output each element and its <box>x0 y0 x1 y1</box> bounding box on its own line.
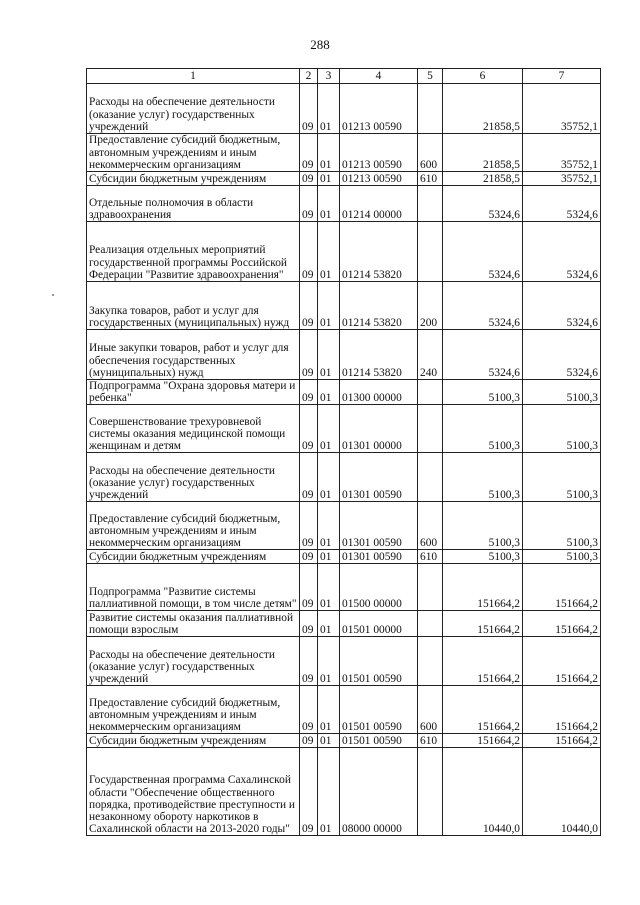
table-row <box>87 282 601 330</box>
amount-year-2: 151664,2 <box>523 686 601 734</box>
target-article: 01213 00590 <box>340 134 418 172</box>
row-name: Предоставление субсидий бюджетным, автономным учреждениям и иным некоммерческим организациям <box>87 686 300 734</box>
target-article: 01214 53820 <box>340 282 418 330</box>
amount-year-2: 151664,2 <box>523 564 601 611</box>
amount-year-1: 151664,2 <box>443 637 523 686</box>
target-article: 01213 00590 <box>340 84 418 134</box>
amount-year-1: 5100,3 <box>443 550 523 564</box>
column-header: 1 <box>87 69 300 84</box>
expense-type: 600 <box>418 686 443 734</box>
row-name: Подпрограмма "Охрана здоровья матери и ребенка" <box>87 380 300 405</box>
table-row <box>87 637 601 686</box>
subsection-code: 01 <box>318 84 340 134</box>
subsection-code: 01 <box>318 453 340 502</box>
amount-year-1: 5324,6 <box>443 330 523 380</box>
subsection-code: 01 <box>318 564 340 611</box>
table-row <box>87 380 601 405</box>
section-code: 09 <box>300 134 318 172</box>
target-article: 01301 00590 <box>340 502 418 550</box>
section-code: 09 <box>300 186 318 222</box>
amount-year-1: 21858,5 <box>443 134 523 172</box>
target-article: 01500 00000 <box>340 564 418 611</box>
table-row <box>87 748 601 836</box>
amount-year-2: 151664,2 <box>523 637 601 686</box>
row-name: Предоставление субсидий бюджетным, автономным учреждениям и иным некоммерческим организациям <box>87 502 300 550</box>
target-article: 01501 00590 <box>340 734 418 748</box>
target-article: 01501 00000 <box>340 611 418 637</box>
row-name: Совершенствование трехуровневой системы оказания медицинской помощи женщинам и детям <box>87 405 300 453</box>
table-row <box>87 172 601 186</box>
column-header: 3 <box>318 69 340 84</box>
target-article: 01301 00590 <box>340 453 418 502</box>
page-number: 288 <box>310 37 330 52</box>
amount-year-1: 21858,5 <box>443 84 523 134</box>
subsection-code: 01 <box>318 172 340 186</box>
subsection-code: 01 <box>318 186 340 222</box>
amount-year-2: 5324,6 <box>523 186 601 222</box>
amount-year-2: 5324,6 <box>523 222 601 282</box>
row-name: Субсидии бюджетным учреждениям <box>87 550 300 564</box>
row-name: Отдельные полномочия в области здравоохранения <box>87 186 300 222</box>
row-name: Расходы на обеспечение деятельности (оказание услуг) государственных учреждений <box>87 84 300 134</box>
table-row <box>87 405 601 453</box>
subsection-code: 01 <box>318 611 340 637</box>
subsection-code: 01 <box>318 550 340 564</box>
subsection-code: 01 <box>318 686 340 734</box>
expense-type: 240 <box>418 330 443 380</box>
row-name: Закупка товаров, работ и услуг для государственных (муниципальных) нужд <box>87 282 300 330</box>
target-article: 01214 00000 <box>340 186 418 222</box>
column-header: 6 <box>443 69 523 84</box>
subsection-code: 01 <box>318 222 340 282</box>
subsection-code: 01 <box>318 282 340 330</box>
expense-type <box>418 637 443 686</box>
table-row <box>87 686 601 734</box>
amount-year-1: 21858,5 <box>443 172 523 186</box>
expense-type <box>418 611 443 637</box>
expense-type <box>418 748 443 836</box>
table-row <box>87 84 601 134</box>
section-code: 09 <box>300 453 318 502</box>
row-name: Реализация отдельных мероприятий государственной программы Российской Федерации "Развитие здравоохранения" <box>87 222 300 282</box>
subsection-code: 01 <box>318 330 340 380</box>
expense-type: 200 <box>418 282 443 330</box>
row-name: Иные закупки товаров, работ и услуг для обеспечения государственных (муниципальных) нужд <box>87 330 300 380</box>
amount-year-2: 35752,1 <box>523 134 601 172</box>
table-row <box>87 502 601 550</box>
column-header: 5 <box>418 69 443 84</box>
budget-table <box>86 68 601 836</box>
table-row <box>87 564 601 611</box>
column-header: 4 <box>340 69 418 84</box>
section-code: 09 <box>300 637 318 686</box>
amount-year-1: 5324,6 <box>443 222 523 282</box>
amount-year-2: 5100,3 <box>523 502 601 550</box>
expense-type <box>418 564 443 611</box>
amount-year-2: 151664,2 <box>523 611 601 637</box>
target-article: 01501 00590 <box>340 637 418 686</box>
table-row <box>87 734 601 748</box>
row-name: Расходы на обеспечение деятельности (оказание услуг) государственных учреждений <box>87 637 300 686</box>
amount-year-1: 151664,2 <box>443 734 523 748</box>
amount-year-2: 5100,3 <box>523 550 601 564</box>
section-code: 09 <box>300 172 318 186</box>
table-row <box>87 186 601 222</box>
row-name: Государственная программа Сахалинской области "Обеспечение общественного порядка, противодействие преступности и незаконному обороту наркотиков в Сахалинской области на 2013-2020 годы" <box>87 748 300 836</box>
amount-year-2: 5324,6 <box>523 330 601 380</box>
subsection-code: 01 <box>318 134 340 172</box>
table-row <box>87 550 601 564</box>
target-article: 01214 53820 <box>340 330 418 380</box>
target-article: 01214 53820 <box>340 222 418 282</box>
section-code: 09 <box>300 564 318 611</box>
target-article: 01300 00000 <box>340 380 418 405</box>
section-code: 09 <box>300 734 318 748</box>
section-code: 09 <box>300 330 318 380</box>
amount-year-1: 5324,6 <box>443 282 523 330</box>
section-code: 09 <box>300 550 318 564</box>
row-name: Субсидии бюджетным учреждениям <box>87 172 300 186</box>
row-name: Субсидии бюджетным учреждениям <box>87 734 300 748</box>
amount-year-2: 5100,3 <box>523 405 601 453</box>
expense-type <box>418 222 443 282</box>
expense-type: 600 <box>418 502 443 550</box>
section-code: 09 <box>300 84 318 134</box>
target-article: 01213 00590 <box>340 172 418 186</box>
section-code: 09 <box>300 282 318 330</box>
amount-year-2: 5100,3 <box>523 380 601 405</box>
expense-type <box>418 453 443 502</box>
section-code: 09 <box>300 405 318 453</box>
section-code: 09 <box>300 222 318 282</box>
amount-year-1: 5324,6 <box>443 186 523 222</box>
subsection-code: 01 <box>318 405 340 453</box>
subsection-code: 01 <box>318 637 340 686</box>
amount-year-2: 10440,0 <box>523 748 601 836</box>
table-row <box>87 134 601 172</box>
scan-dot <box>52 294 54 296</box>
amount-year-2: 5100,3 <box>523 453 601 502</box>
expense-type <box>418 84 443 134</box>
amount-year-1: 5100,3 <box>443 380 523 405</box>
subsection-code: 01 <box>318 502 340 550</box>
amount-year-1: 5100,3 <box>443 502 523 550</box>
table-row <box>87 611 601 637</box>
table-row <box>87 222 601 282</box>
amount-year-2: 35752,1 <box>523 84 601 134</box>
expense-type: 600 <box>418 134 443 172</box>
target-article: 01301 00000 <box>340 405 418 453</box>
row-name: Подпрограмма "Развитие системы паллиативной помощи, в том числе детям" <box>87 564 300 611</box>
section-code: 09 <box>300 748 318 836</box>
subsection-code: 01 <box>318 734 340 748</box>
amount-year-1: 151664,2 <box>443 564 523 611</box>
expense-type <box>418 380 443 405</box>
expense-type <box>418 405 443 453</box>
table-row <box>87 453 601 502</box>
subsection-code: 01 <box>318 748 340 836</box>
subsection-code: 01 <box>318 380 340 405</box>
expense-type: 610 <box>418 550 443 564</box>
target-article: 08000 00000 <box>340 748 418 836</box>
amount-year-1: 5100,3 <box>443 405 523 453</box>
amount-year-1: 151664,2 <box>443 686 523 734</box>
expense-type: 610 <box>418 172 443 186</box>
expense-type: 610 <box>418 734 443 748</box>
section-code: 09 <box>300 611 318 637</box>
amount-year-2: 35752,1 <box>523 172 601 186</box>
row-name: Расходы на обеспечение деятельности (оказание услуг) государственных учреждений <box>87 453 300 502</box>
table-row <box>87 330 601 380</box>
section-code: 09 <box>300 686 318 734</box>
section-code: 09 <box>300 502 318 550</box>
row-name: Развитие системы оказания паллиативной помощи взрослым <box>87 611 300 637</box>
column-header: 2 <box>300 69 318 84</box>
header-row <box>87 69 601 84</box>
target-article: 01301 00590 <box>340 550 418 564</box>
amount-year-1: 10440,0 <box>443 748 523 836</box>
column-header: 7 <box>523 69 601 84</box>
amount-year-2: 5324,6 <box>523 282 601 330</box>
amount-year-1: 5100,3 <box>443 453 523 502</box>
target-article: 01501 00590 <box>340 686 418 734</box>
amount-year-2: 151664,2 <box>523 734 601 748</box>
expense-type <box>418 186 443 222</box>
amount-year-1: 151664,2 <box>443 611 523 637</box>
section-code: 09 <box>300 380 318 405</box>
row-name: Предоставление субсидий бюджетным, автономным учреждениям и иным некоммерческим организациям <box>87 134 300 172</box>
